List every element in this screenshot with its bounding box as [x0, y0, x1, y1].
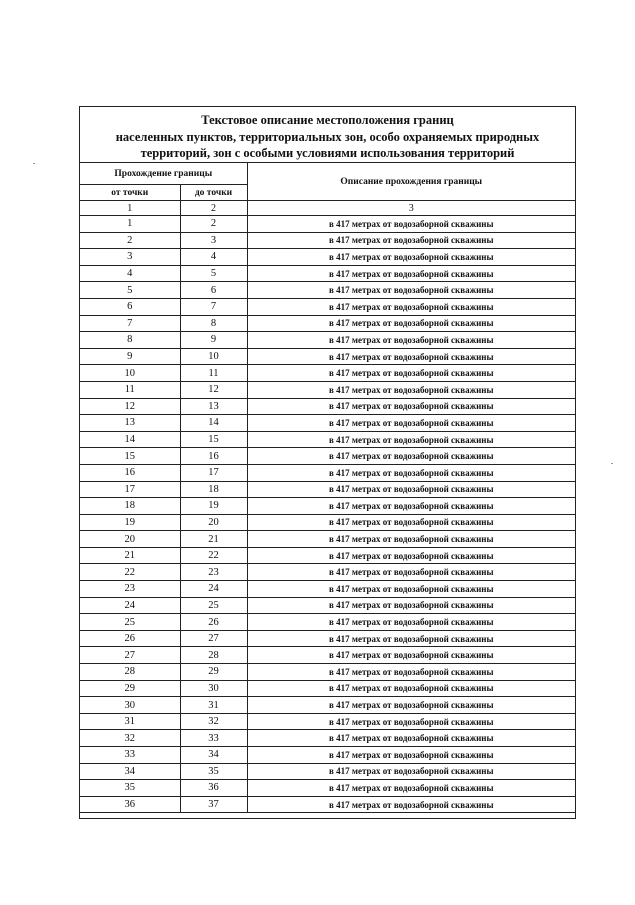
column-number-3: 3	[247, 201, 575, 216]
cell-from-point: 21	[80, 547, 180, 564]
cell-description: в 417 метрах от водозаборной скважины	[247, 664, 575, 681]
cell-description: в 417 метрах от водозаборной скважины	[247, 249, 575, 266]
table-row	[80, 664, 575, 681]
cell-from-point: 3	[80, 249, 180, 266]
cell-to-point: 33	[180, 730, 247, 747]
cell-description: в 417 метрах от водозаборной скважины	[247, 763, 575, 780]
cell-description: в 417 метрах от водозаборной скважины	[247, 747, 575, 764]
cell-to-point: 16	[180, 448, 247, 465]
cell-from-point: 13	[80, 415, 180, 432]
cell-description: в 417 метрах от водозаборной скважины	[247, 481, 575, 498]
table-row	[80, 232, 575, 249]
cell-description: в 417 метрах от водозаборной скважины	[247, 564, 575, 581]
table-row	[80, 647, 575, 664]
cell-to-point: 8	[180, 315, 247, 332]
cell-to-point: 23	[180, 564, 247, 581]
table-row	[80, 282, 575, 299]
cell-to-point: 32	[180, 713, 247, 730]
cell-description: в 417 метрах от водозаборной скважины	[247, 448, 575, 465]
cell-from-point: 27	[80, 647, 180, 664]
table-row	[80, 564, 575, 581]
table-row	[80, 547, 575, 564]
cell-description: в 417 метрах от водозаборной скважины	[247, 265, 575, 282]
cell-from-point: 32	[80, 730, 180, 747]
cell-to-point: 12	[180, 381, 247, 398]
cell-description: в 417 метрах от водозаборной скважины	[247, 680, 575, 697]
scan-speck	[33, 163, 35, 164]
cell-to-point: 31	[180, 697, 247, 714]
cell-from-point: 24	[80, 597, 180, 614]
cell-to-point: 20	[180, 514, 247, 531]
table-row	[80, 365, 575, 382]
table-bottom-strip	[80, 813, 575, 818]
table-row	[80, 614, 575, 631]
table-row	[80, 697, 575, 714]
cell-description: в 417 метрах от водозаборной скважины	[247, 514, 575, 531]
table-row	[80, 481, 575, 498]
cell-description: в 417 метрах от водозаборной скважины	[247, 232, 575, 249]
header-description: Описание прохождения границы	[247, 163, 575, 201]
cell-from-point: 25	[80, 614, 180, 631]
cell-description: в 417 метрах от водозаборной скважины	[247, 547, 575, 564]
cell-from-point: 26	[80, 630, 180, 647]
cell-description: в 417 метрах от водозаборной скважины	[247, 381, 575, 398]
cell-from-point: 16	[80, 464, 180, 481]
cell-description: в 417 метрах от водозаборной скважины	[247, 365, 575, 382]
cell-from-point: 20	[80, 531, 180, 548]
cell-to-point: 7	[180, 298, 247, 315]
cell-from-point: 7	[80, 315, 180, 332]
table-row	[80, 780, 575, 797]
cell-from-point: 17	[80, 481, 180, 498]
table-row	[80, 298, 575, 315]
cell-to-point: 27	[180, 630, 247, 647]
cell-description: в 417 метрах от водозаборной скважины	[247, 398, 575, 415]
table-row	[80, 630, 575, 647]
cell-to-point: 14	[180, 415, 247, 432]
cell-description: в 417 метрах от водозаборной скважины	[247, 531, 575, 548]
cell-description: в 417 метрах от водозаборной скважины	[247, 713, 575, 730]
table-row	[80, 498, 575, 515]
header-to-point: до точки	[180, 185, 247, 201]
cell-to-point: 10	[180, 348, 247, 365]
cell-to-point: 18	[180, 481, 247, 498]
cell-description: в 417 метрах от водозаборной скважины	[247, 581, 575, 598]
document-title	[80, 107, 575, 163]
cell-to-point: 4	[180, 249, 247, 266]
cell-to-point: 22	[180, 547, 247, 564]
cell-to-point: 13	[180, 398, 247, 415]
title-line-3: территорий, зон с особыми условиями использования территорий	[140, 146, 515, 161]
table-row	[80, 415, 575, 432]
cell-from-point: 35	[80, 780, 180, 797]
table-row	[80, 348, 575, 365]
cell-from-point: 4	[80, 265, 180, 282]
table-row	[80, 332, 575, 349]
table-row	[80, 431, 575, 448]
cell-from-point: 9	[80, 348, 180, 365]
cell-to-point: 21	[180, 531, 247, 548]
cell-description: в 417 метрах от водозаборной скважины	[247, 315, 575, 332]
cell-from-point: 23	[80, 581, 180, 598]
table-row	[80, 514, 575, 531]
cell-description: в 417 метрах от водозаборной скважины	[247, 415, 575, 432]
title-line-2: населенных пунктов, территориальных зон, особо охраняемых природных	[115, 129, 540, 144]
cell-description: в 417 метрах от водозаборной скважины	[247, 332, 575, 349]
cell-from-point: 5	[80, 282, 180, 299]
table-row	[80, 680, 575, 697]
cell-from-point: 18	[80, 498, 180, 515]
table-row	[80, 730, 575, 747]
cell-description: в 417 метрах от водозаборной скважины	[247, 730, 575, 747]
column-number-2: 2	[180, 201, 247, 216]
cell-from-point: 10	[80, 365, 180, 382]
table-row	[80, 398, 575, 415]
cell-description: в 417 метрах от водозаборной скважины	[247, 298, 575, 315]
cell-to-point: 37	[180, 796, 247, 813]
table-row	[80, 448, 575, 465]
cell-description: в 417 метрах от водозаборной скважины	[247, 216, 575, 233]
title-line-1: Текстовое описание местоположения границ	[201, 113, 454, 127]
cell-to-point: 35	[180, 763, 247, 780]
table-row	[80, 713, 575, 730]
cell-description: в 417 метрах от водозаборной скважины	[247, 697, 575, 714]
cell-from-point: 6	[80, 298, 180, 315]
table-row	[80, 581, 575, 598]
table-row	[80, 315, 575, 332]
document-frame	[79, 106, 576, 819]
cell-description: в 417 метрах от водозаборной скважины	[247, 498, 575, 515]
cell-to-point: 3	[180, 232, 247, 249]
cell-to-point: 24	[180, 581, 247, 598]
cell-from-point: 1	[80, 216, 180, 233]
table-row	[80, 265, 575, 282]
cell-description: в 417 метрах от водозаборной скважины	[247, 630, 575, 647]
cell-description: в 417 метрах от водозаборной скважины	[247, 597, 575, 614]
cell-to-point: 9	[180, 332, 247, 349]
cell-description: в 417 метрах от водозаборной скважины	[247, 796, 575, 813]
cell-to-point: 5	[180, 265, 247, 282]
cell-from-point: 33	[80, 747, 180, 764]
table-row	[80, 763, 575, 780]
cell-description: в 417 метрах от водозаборной скважины	[247, 647, 575, 664]
cell-to-point: 15	[180, 431, 247, 448]
cell-description: в 417 метрах от водозаборной скважины	[247, 464, 575, 481]
scan-speck	[611, 463, 613, 464]
table-row	[80, 747, 575, 764]
cell-from-point: 29	[80, 680, 180, 697]
table-row	[80, 216, 575, 233]
cell-description: в 417 метрах от водозаборной скважины	[247, 348, 575, 365]
cell-from-point: 31	[80, 713, 180, 730]
cell-description: в 417 метрах от водозаборной скважины	[247, 431, 575, 448]
table-row	[80, 796, 575, 813]
cell-to-point: 36	[180, 780, 247, 797]
cell-to-point: 29	[180, 664, 247, 681]
cell-from-point: 19	[80, 514, 180, 531]
cell-to-point: 25	[180, 597, 247, 614]
cell-from-point: 2	[80, 232, 180, 249]
cell-from-point: 8	[80, 332, 180, 349]
cell-from-point: 34	[80, 763, 180, 780]
cell-from-point: 14	[80, 431, 180, 448]
table-row	[80, 249, 575, 266]
cell-to-point: 26	[180, 614, 247, 631]
cell-from-point: 11	[80, 381, 180, 398]
table-row	[80, 597, 575, 614]
cell-to-point: 30	[180, 680, 247, 697]
header-boundary-passage: Прохождение границы	[80, 163, 247, 185]
cell-from-point: 15	[80, 448, 180, 465]
cell-to-point: 11	[180, 365, 247, 382]
cell-to-point: 17	[180, 464, 247, 481]
cell-from-point: 28	[80, 664, 180, 681]
cell-to-point: 34	[180, 747, 247, 764]
table-row	[80, 381, 575, 398]
boundary-table	[80, 163, 575, 813]
cell-from-point: 30	[80, 697, 180, 714]
cell-from-point: 36	[80, 796, 180, 813]
column-number-1: 1	[80, 201, 180, 216]
header-from-point: от точки	[80, 185, 180, 201]
table-row	[80, 531, 575, 548]
cell-to-point: 19	[180, 498, 247, 515]
cell-from-point: 22	[80, 564, 180, 581]
cell-description: в 417 метрах от водозаборной скважины	[247, 780, 575, 797]
cell-to-point: 2	[180, 216, 247, 233]
cell-description: в 417 метрах от водозаборной скважины	[247, 614, 575, 631]
cell-description: в 417 метрах от водозаборной скважины	[247, 282, 575, 299]
cell-from-point: 12	[80, 398, 180, 415]
cell-to-point: 28	[180, 647, 247, 664]
table-row	[80, 464, 575, 481]
cell-to-point: 6	[180, 282, 247, 299]
table-body	[80, 216, 575, 813]
